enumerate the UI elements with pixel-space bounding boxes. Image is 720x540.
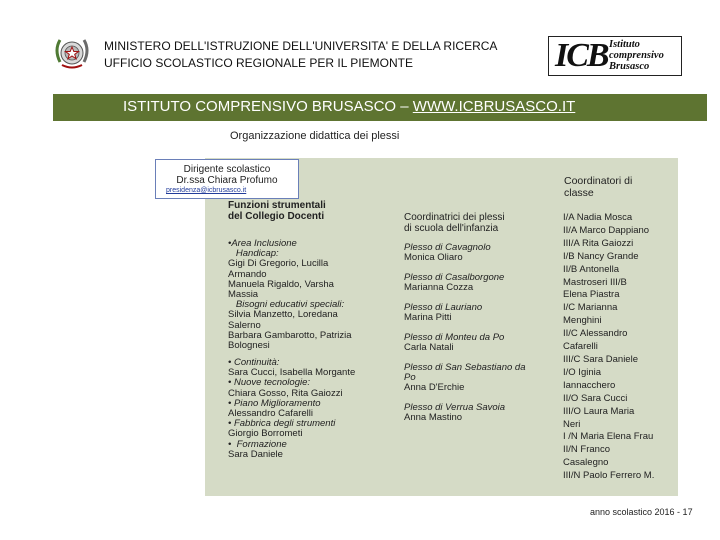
funzione-line: • Continuità: — [228, 357, 280, 368]
coordinatore-line: I/C Marianna — [563, 302, 618, 314]
funzioni-heading-line: Funzioni strumentali — [228, 200, 326, 211]
ministry-line-2: UFFICIO SCOLASTICO REGIONALE PER IL PIEMONTE — [104, 56, 413, 70]
banner-title — [123, 98, 575, 115]
funzione-line: Chiara Gosso, Rita Gaiozzi — [228, 387, 343, 399]
coordinatore-line: Mastroseri III/B — [563, 276, 627, 288]
logo-word: comprensivo — [609, 50, 664, 61]
plesso-item — [404, 333, 525, 353]
funzione-line: Bolognesi — [228, 340, 270, 352]
section-title: Organizzazione didattica dei plessi — [230, 130, 400, 142]
funzione-line: •Area Inclusione — [228, 238, 297, 249]
plesso-item — [404, 273, 525, 293]
plesso-name: Plesso di Lauriano — [404, 302, 483, 313]
coordinatori-heading — [564, 175, 632, 199]
coordinatore-line: Elena Piastra — [563, 289, 620, 301]
ministry-line-1: MINISTERO DELL'ISTRUZIONE DELL'UNIVERSITA' E DELLA RICERCA — [104, 39, 498, 53]
plesso-coordinator: Marianna Cozza — [404, 282, 474, 293]
logo-word: Brusasco — [609, 61, 650, 72]
coordinatore-line: III/N Paolo Ferrero M. — [563, 470, 655, 482]
plesso-item — [404, 363, 525, 393]
plesso-coordinator: Carla Natali — [404, 342, 454, 353]
coordinatore-line: I/A Nadia Mosca — [563, 212, 633, 223]
plesso-coordinator: Anna Mastino — [404, 412, 463, 423]
funzione-line: Gigi Di Gregorio, Lucilla — [228, 258, 329, 270]
logo-words — [609, 39, 664, 72]
coordinatrici-heading-line: Coordinatrici dei plessi — [404, 212, 505, 223]
coordinatore-line: II/O Sara Cucci — [563, 392, 628, 404]
banner-title-text: ISTITUTO COMPRENSIVO BRUSASCO – — [123, 98, 413, 115]
plessi-list — [404, 243, 525, 433]
coordinatore-line: II/C Alessandro — [563, 328, 628, 340]
dirigente-name: Dr.ssa Chiara Profumo — [176, 175, 278, 186]
funzione-line: • Nuove tecnologie: — [228, 377, 311, 389]
funzione-line: Manuela Rigaldo, Varsha — [228, 278, 334, 290]
plesso-name: Plesso di San Sebastiano da — [404, 362, 526, 373]
funzione-line: Silvia Manzetto, Loredana — [228, 309, 338, 321]
dirigente-role: Dirigente scolastico — [183, 164, 271, 175]
ministry-header — [104, 38, 497, 72]
plesso-item — [404, 403, 525, 423]
coordinatori-heading-line: Coordinatori di — [564, 175, 633, 187]
funzioni-heading-line: del Collegio Docenti — [228, 211, 325, 222]
school-logo — [548, 36, 682, 76]
school-year-footer: anno scolastico 2016 - 17 — [590, 507, 693, 517]
coordinatrici-heading-line: di scuola dell'infanzia — [404, 223, 499, 234]
coordinatori-heading-line: classe — [564, 187, 594, 199]
funzioni-block-1 — [228, 239, 352, 351]
coordinatrici-heading — [404, 212, 505, 234]
plesso-name: Plesso di Monteu da Po — [404, 332, 505, 343]
coordinatore-line: Casalegno — [563, 457, 609, 469]
plesso-item — [404, 243, 525, 263]
funzioni-heading — [228, 200, 326, 222]
coordinatore-line: Neri — [563, 418, 581, 430]
dirigente-box — [155, 159, 299, 199]
plesso-coordinator: Anna D'Erchie — [404, 382, 465, 393]
coordinatore-line: III/A Rita Gaiozzi — [563, 237, 634, 249]
coordinatore-line: II/N Franco — [563, 444, 610, 456]
dirigente-email-link[interactable]: presidenza@icbrusasco.it — [166, 187, 247, 194]
plesso-coordinator: Monica Oliaro — [404, 252, 463, 263]
coordinatore-line: Menghini — [563, 315, 602, 327]
funzione-line: Armando — [228, 268, 267, 280]
plesso-name: Plesso di Cavagnolo — [404, 242, 491, 253]
funzione-line: Barbara Gambarotto, Patrizia — [228, 329, 352, 341]
plesso-name: Plesso di Casalborgone — [404, 272, 505, 283]
coordinatore-line: I/O Iginia — [563, 366, 602, 378]
funzione-line: Salerno — [228, 319, 261, 331]
logo-word: Istituto — [609, 39, 640, 50]
title-banner — [53, 94, 707, 121]
funzione-line: Sara Cucci, Isabella Morgante — [228, 367, 356, 379]
funzione-line: Sara Daniele — [228, 448, 283, 460]
funzione-line: Handicap: — [228, 248, 279, 260]
funzione-line: Giorgio Borrometi — [228, 428, 303, 440]
funzione-line: Massia — [228, 289, 259, 301]
funzione-line: • Piano Miglioramento — [228, 397, 321, 409]
coordinatore-line: III/C Sara Daniele — [563, 353, 638, 365]
funzione-line: Alessandro Cafarelli — [228, 408, 314, 420]
plesso-name: Po — [404, 372, 416, 383]
coordinatori-list — [563, 212, 654, 483]
coordinatore-line: Iannacchero — [563, 379, 616, 391]
funzioni-block-2 — [228, 358, 355, 460]
coordinatore-line: II/A Marco Dappiano — [563, 224, 650, 236]
plesso-name: Plesso di Verrua Savoia — [404, 402, 506, 413]
coordinatore-line: III/O Laura Maria — [563, 405, 635, 417]
coordinatore-line: Cafarelli — [563, 341, 598, 353]
logo-mark: ICB — [555, 37, 608, 74]
funzione-line: Bisogni educativi speciali: — [228, 299, 345, 311]
funzione-line: • Fabbrica degli strumenti — [228, 418, 336, 430]
coordinatore-line: I/B Nancy Grande — [563, 250, 639, 262]
plesso-coordinator: Marina Pitti — [404, 312, 452, 323]
italian-republic-emblem-icon — [52, 36, 92, 72]
funzione-line: • Formazione — [228, 438, 287, 450]
coordinatore-line: I /N Maria Elena Frau — [563, 431, 654, 443]
coordinatore-line: II/B Antonella — [563, 263, 619, 275]
website-link[interactable]: WWW.ICBRUSASCO.IT — [412, 98, 576, 115]
plesso-item — [404, 303, 525, 323]
